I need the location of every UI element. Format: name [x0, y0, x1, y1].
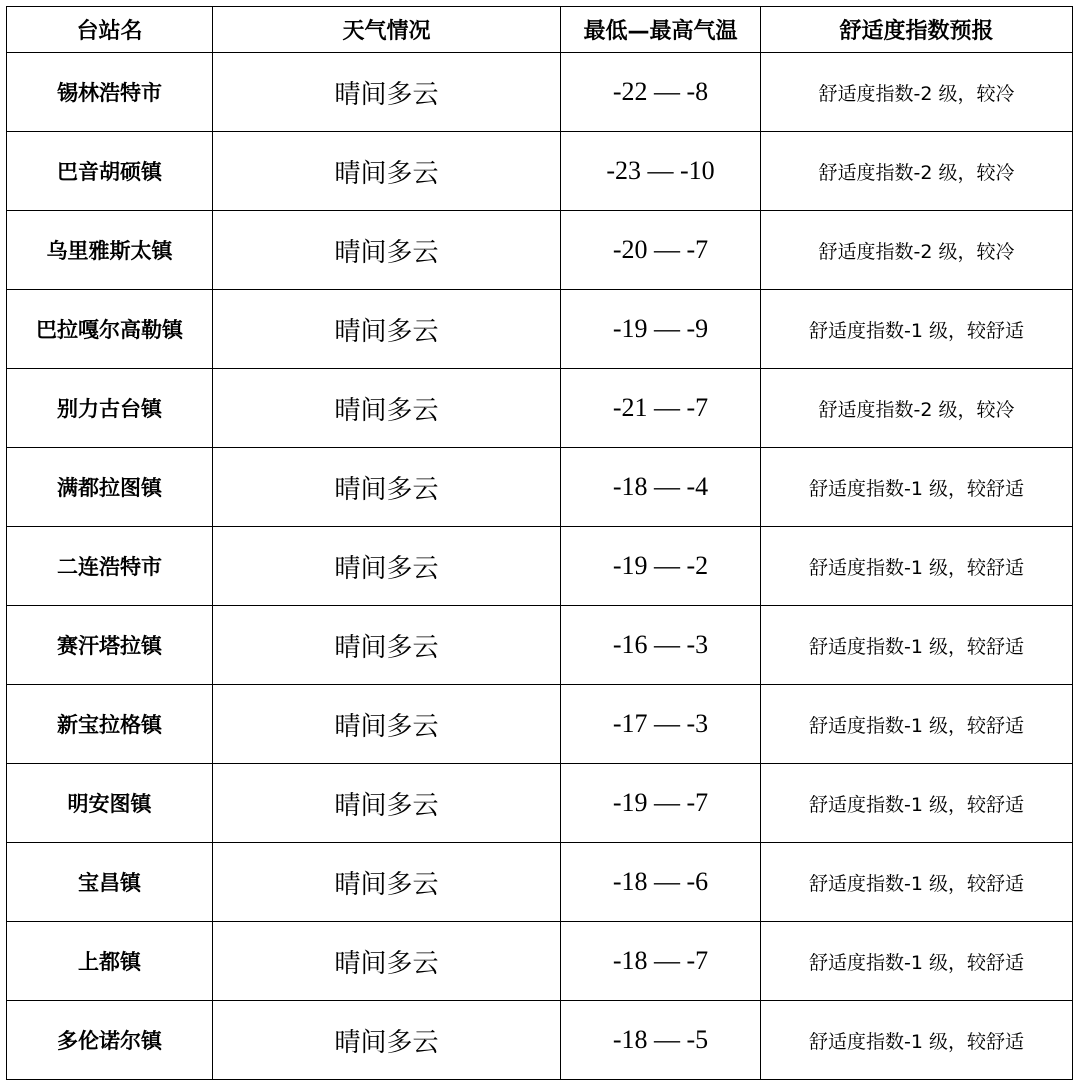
header-comfort-index: 舒适度指数预报	[761, 7, 1073, 53]
weather-cell: 晴间多云	[213, 764, 561, 843]
table-row	[7, 1001, 1073, 1080]
comfort-index-cell: 舒适度指数-2 级，较冷	[761, 53, 1073, 132]
comfort-index-cell: 舒适度指数-1 级，较舒适	[761, 290, 1073, 369]
temperature-range-cell: -16 — -3	[561, 606, 761, 685]
temperature-range-cell: -18 — -4	[561, 448, 761, 527]
temperature-range-cell: -18 — -5	[561, 1001, 761, 1080]
header-row	[7, 7, 1073, 53]
temperature-range-cell: -17 — -3	[561, 685, 761, 764]
comfort-index-cell: 舒适度指数-1 级，较舒适	[761, 922, 1073, 1001]
station-name-cell: 乌里雅斯太镇	[7, 211, 213, 290]
table-row	[7, 53, 1073, 132]
temperature-range-cell: -22 — -8	[561, 53, 761, 132]
comfort-index-cell: 舒适度指数-1 级，较舒适	[761, 685, 1073, 764]
temperature-range-cell: -19 — -9	[561, 290, 761, 369]
header-weather: 天气情况	[213, 7, 561, 53]
table-row	[7, 685, 1073, 764]
comfort-index-cell: 舒适度指数-1 级，较舒适	[761, 527, 1073, 606]
weather-cell: 晴间多云	[213, 290, 561, 369]
table-row	[7, 606, 1073, 685]
weather-cell: 晴间多云	[213, 1001, 561, 1080]
comfort-index-cell: 舒适度指数-1 级，较舒适	[761, 843, 1073, 922]
weather-cell: 晴间多云	[213, 211, 561, 290]
temperature-range-cell: -20 — -7	[561, 211, 761, 290]
station-name-cell: 新宝拉格镇	[7, 685, 213, 764]
table-row	[7, 369, 1073, 448]
table-row	[7, 764, 1073, 843]
temperature-range-cell: -18 — -6	[561, 843, 761, 922]
table-row	[7, 448, 1073, 527]
forecast-table	[6, 6, 1073, 1080]
station-name-cell: 锡林浩特市	[7, 53, 213, 132]
weather-cell: 晴间多云	[213, 369, 561, 448]
comfort-index-cell: 舒适度指数-1 级，较舒适	[761, 1001, 1073, 1080]
forecast-table-container	[6, 6, 1072, 1080]
station-name-cell: 满都拉图镇	[7, 448, 213, 527]
temperature-range-cell: -19 — -7	[561, 764, 761, 843]
table-row	[7, 922, 1073, 1001]
temperature-range-cell: -23 — -10	[561, 132, 761, 211]
table-header	[7, 7, 1073, 53]
station-name-cell: 别力古台镇	[7, 369, 213, 448]
weather-cell: 晴间多云	[213, 606, 561, 685]
station-name-cell: 赛汗塔拉镇	[7, 606, 213, 685]
table-row	[7, 527, 1073, 606]
header-temperature: 最低—最高气温	[561, 7, 761, 53]
station-name-cell: 巴音胡硕镇	[7, 132, 213, 211]
weather-cell: 晴间多云	[213, 527, 561, 606]
comfort-index-cell: 舒适度指数-2 级，较冷	[761, 369, 1073, 448]
comfort-index-cell: 舒适度指数-1 级，较舒适	[761, 764, 1073, 843]
table-row	[7, 132, 1073, 211]
table-row	[7, 290, 1073, 369]
comfort-index-cell: 舒适度指数-2 级，较冷	[761, 211, 1073, 290]
weather-cell: 晴间多云	[213, 922, 561, 1001]
station-name-cell: 上都镇	[7, 922, 213, 1001]
weather-cell: 晴间多云	[213, 53, 561, 132]
weather-cell: 晴间多云	[213, 685, 561, 764]
temperature-range-cell: -19 — -2	[561, 527, 761, 606]
weather-cell: 晴间多云	[213, 132, 561, 211]
weather-cell: 晴间多云	[213, 843, 561, 922]
table-row	[7, 843, 1073, 922]
table-body	[7, 53, 1073, 1080]
comfort-index-cell: 舒适度指数-2 级，较冷	[761, 132, 1073, 211]
station-name-cell: 二连浩特市	[7, 527, 213, 606]
station-name-cell: 巴拉嘎尔高勒镇	[7, 290, 213, 369]
station-name-cell: 多伦诺尔镇	[7, 1001, 213, 1080]
temperature-range-cell: -21 — -7	[561, 369, 761, 448]
table-row	[7, 211, 1073, 290]
header-station: 台站名	[7, 7, 213, 53]
station-name-cell: 宝昌镇	[7, 843, 213, 922]
comfort-index-cell: 舒适度指数-1 级，较舒适	[761, 448, 1073, 527]
weather-cell: 晴间多云	[213, 448, 561, 527]
station-name-cell: 明安图镇	[7, 764, 213, 843]
temperature-range-cell: -18 — -7	[561, 922, 761, 1001]
comfort-index-cell: 舒适度指数-1 级，较舒适	[761, 606, 1073, 685]
